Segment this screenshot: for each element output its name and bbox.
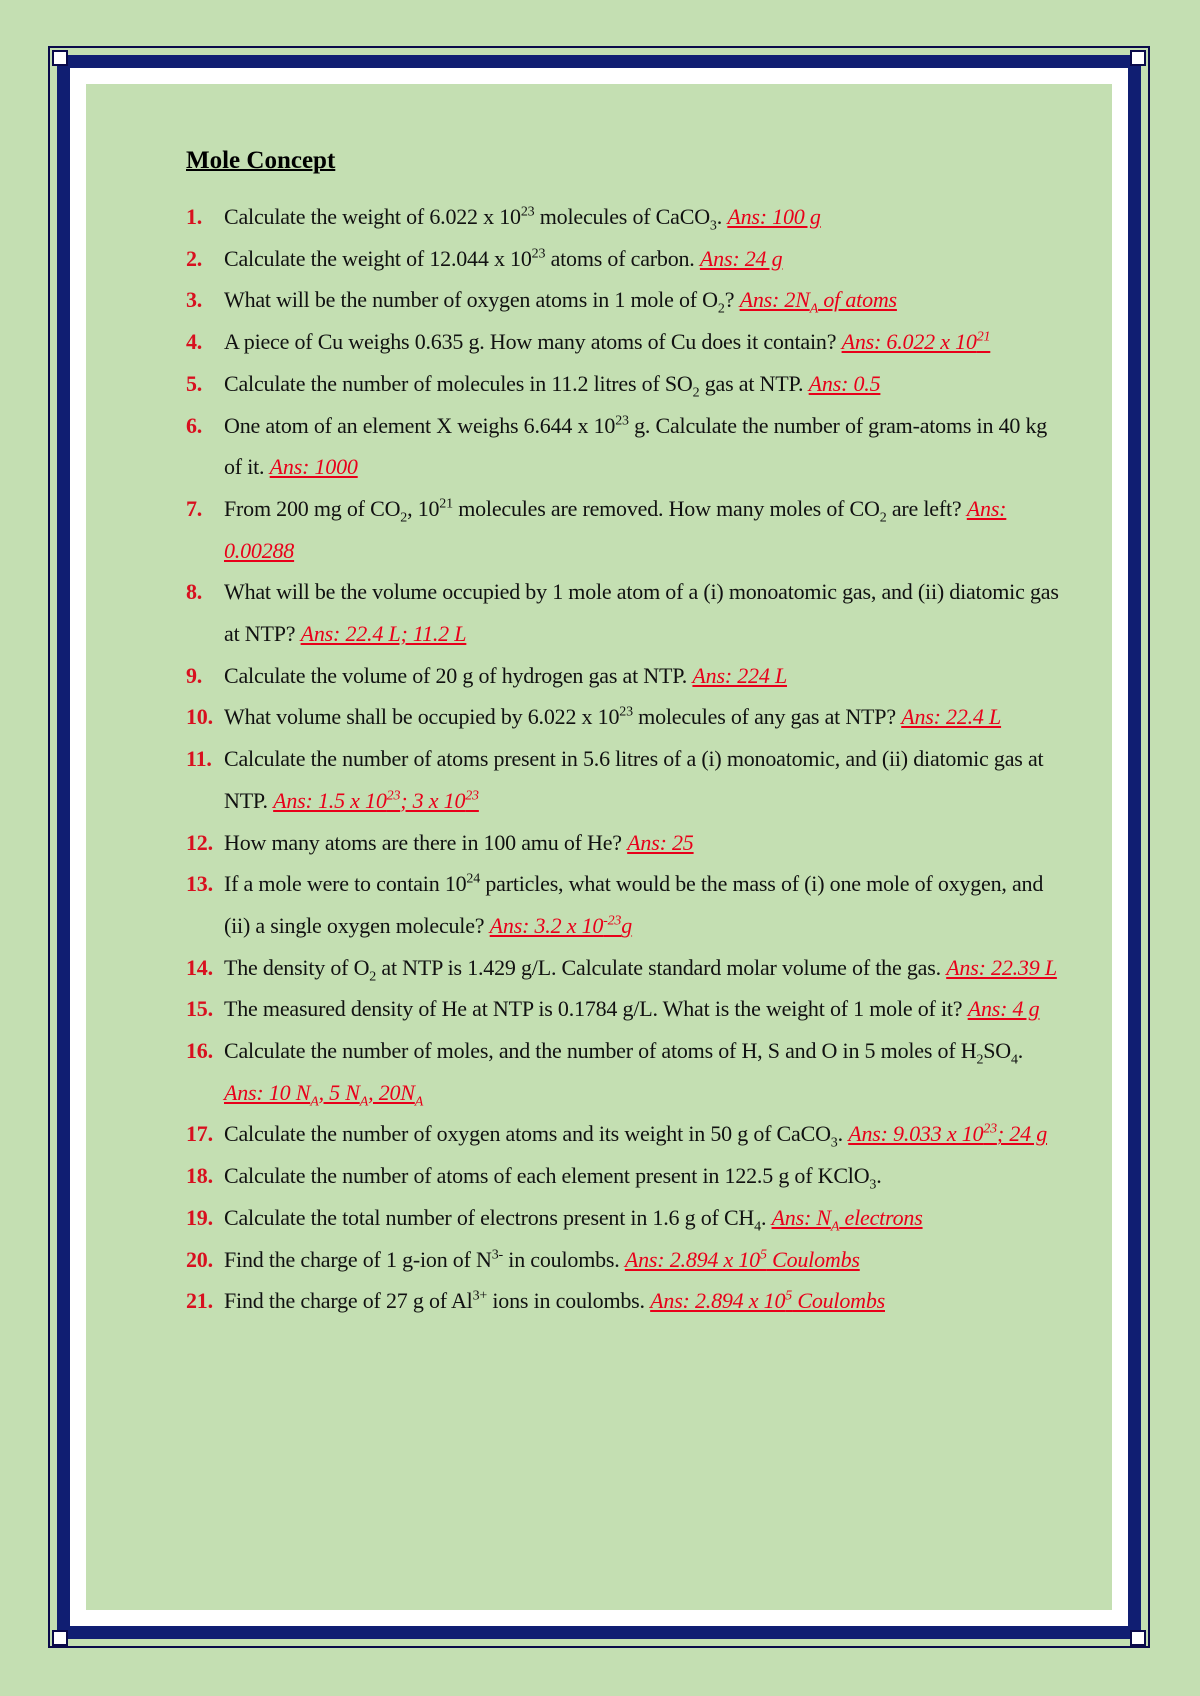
question-item (186, 196, 1066, 238)
page-title: Mole Concept (186, 147, 336, 174)
question-number: 5. (186, 370, 203, 396)
answer-text: Ans: 3.2 x $10^{-23}g$ (489, 912, 633, 938)
answer-text: Ans: 2.894 x $10^5$ Coulombs (650, 1288, 885, 1314)
answer-text: Ans: 1000 (269, 454, 358, 480)
question-list (186, 196, 1066, 1322)
corner-ornament (1130, 1630, 1146, 1646)
question-item (186, 863, 1066, 946)
answer-text: Ans: 22.4 L; 11.2 L (300, 621, 467, 647)
question-text: One atom of an element X weighs 6.644 x $10^{23}$ g. Calculate the number of gram-atoms in 40 kg of it. (224, 412, 1048, 480)
question-number: 17. (186, 1121, 213, 1147)
question-number: 18. (186, 1163, 213, 1189)
answer-text: Ans: 1.5 x $10^{23}$; 3 x $10^{23}$ (273, 787, 479, 813)
question-text: How many atoms are there in 100 amu of He? (224, 829, 622, 855)
question-number: 9. (186, 662, 203, 688)
answer-text: Ans: 25 (627, 829, 694, 855)
answer-text: Ans: 0.00288 (224, 495, 1007, 563)
corner-ornament (52, 1630, 68, 1646)
question-number: 2. (186, 245, 203, 271)
question-text: The measured density of He at NTP is 0.1784 g/L. What is the weight of 1 mole of it? (224, 996, 963, 1022)
question-number: 11. (186, 746, 212, 772)
question-text: What volume shall be occupied by 6.022 x $10^{23}$ molecules of any gas at NTP? (224, 704, 896, 730)
corner-ornament (52, 50, 68, 66)
question-number: 14. (186, 954, 213, 980)
question-item (186, 571, 1066, 654)
answer-text: Ans: 4 g (967, 996, 1040, 1022)
question-text: From 200 mg of $CO_2$, $10^{21}$ molecules are removed. How many moles of $CO_2$ are left? (224, 495, 962, 526)
question-item (186, 238, 1066, 280)
question-item (186, 321, 1066, 363)
question-text: Calculate the number of moles, and the number of atoms of H, S and O in 5 moles of $H_2SO_4$. (224, 1038, 1024, 1068)
question-text: Find the charge of 27 g of $Al^{3+}$ ions in coulombs. (224, 1288, 645, 1314)
worksheet-content (186, 140, 1066, 1322)
question-item (186, 696, 1066, 738)
question-text: Calculate the volume of 20 g of hydrogen gas at NTP. (224, 662, 688, 688)
answer-text: Ans: 2.894 x $10^5$ Coulombs (624, 1246, 860, 1272)
question-item (186, 1030, 1066, 1113)
answer-text: Ans: 10 $N_A$, 5 $N_A$, $20N_A$ (224, 1079, 424, 1110)
question-item (186, 947, 1066, 989)
question-text: Calculate the number of molecules in 11.2 litres of $SO_2$ gas at NTP. (224, 370, 804, 401)
question-item (186, 738, 1066, 821)
question-number: 8. (186, 579, 203, 605)
question-item (186, 1280, 1066, 1322)
answer-text: Ans: 224 L (692, 662, 787, 688)
corner-ornament (1130, 50, 1146, 66)
question-text: Find the charge of 1 g-ion of $N^{3-}$ in coulombs. (224, 1246, 620, 1272)
answer-text: Ans: 24 g (699, 245, 783, 271)
question-item (186, 1197, 1066, 1239)
question-item (186, 988, 1066, 1030)
answer-text: Ans: 9.033 x $10^{23}$; 24 g (848, 1121, 1048, 1147)
question-text: Calculate the weight of 12.044 x $10^{23}$ atoms of carbon. (224, 245, 695, 271)
question-text: Calculate the number of oxygen atoms and its weight in 50 g of CaCO$_3$. (224, 1121, 843, 1151)
answer-text: Ans: 0.5 (808, 370, 881, 396)
question-number: 12. (186, 829, 213, 855)
question-item (186, 1113, 1066, 1155)
question-text: A piece of Cu weighs 0.635 g. How many atoms of Cu does it contain? (224, 329, 837, 355)
question-number: 1. (186, 204, 203, 229)
question-number: 3. (186, 287, 203, 313)
question-number: 6. (186, 412, 203, 438)
question-text: Calculate the number of atoms present in 5.6 litres of a (i) monoatomic, and (ii) diatomic gas at NTP. (224, 746, 1044, 813)
question-number: 4. (186, 329, 203, 355)
question-number: 16. (186, 1038, 213, 1064)
question-text: Calculate the weight of 6.022 x $10^{23}$ molecules of CaCO$_3$. (224, 204, 723, 234)
answer-text: Ans: 6.022 x $10^{21}$ (841, 329, 991, 355)
question-item (186, 1239, 1066, 1281)
question-number: 7. (186, 495, 203, 521)
question-text: Calculate the number of atoms of each element present in 122.5 g of KClO$_3$. (224, 1163, 882, 1193)
question-number: 15. (186, 996, 213, 1022)
question-item (186, 363, 1066, 405)
question-number: 19. (186, 1204, 213, 1230)
question-text: The density of $O_2$ at NTP is 1.429 g/L. Calculate standard molar volume of the gas. (224, 954, 941, 985)
question-text: What will be the volume occupied by 1 mole atom of a (i) monoatomic gas, and (ii) diatomic gas at NTP? (224, 579, 1059, 647)
question-item (186, 822, 1066, 864)
question-item (186, 655, 1066, 697)
question-number: 13. (186, 871, 213, 897)
question-text: If a mole were to contain $10^{24}$ particles, what would be the mass of (i) one mole of oxygen, and (ii) a single oxygen molecule? (224, 871, 1044, 938)
question-text: Calculate the total number of electrons present in 1.6 g of $CH_4$. (224, 1204, 767, 1235)
question-item (186, 405, 1066, 488)
answer-text: Ans: 22.4 L (901, 704, 1002, 730)
answer-text: Ans: $2N_A$ of atoms (739, 287, 897, 317)
answer-text: Ans: 22.39 L (946, 954, 1057, 980)
question-number: 21. (186, 1288, 213, 1314)
question-item (186, 488, 1066, 571)
answer-text: Ans: 100 g (727, 204, 821, 229)
question-number: 20. (186, 1246, 213, 1272)
question-number: 10. (186, 704, 213, 730)
question-text: What will be the number of oxygen atoms in 1 mole of $O_2$? (224, 287, 735, 317)
question-item (186, 279, 1066, 321)
question-item (186, 1155, 1066, 1197)
answer-text: Ans: $N_A$ electrons (771, 1204, 923, 1235)
